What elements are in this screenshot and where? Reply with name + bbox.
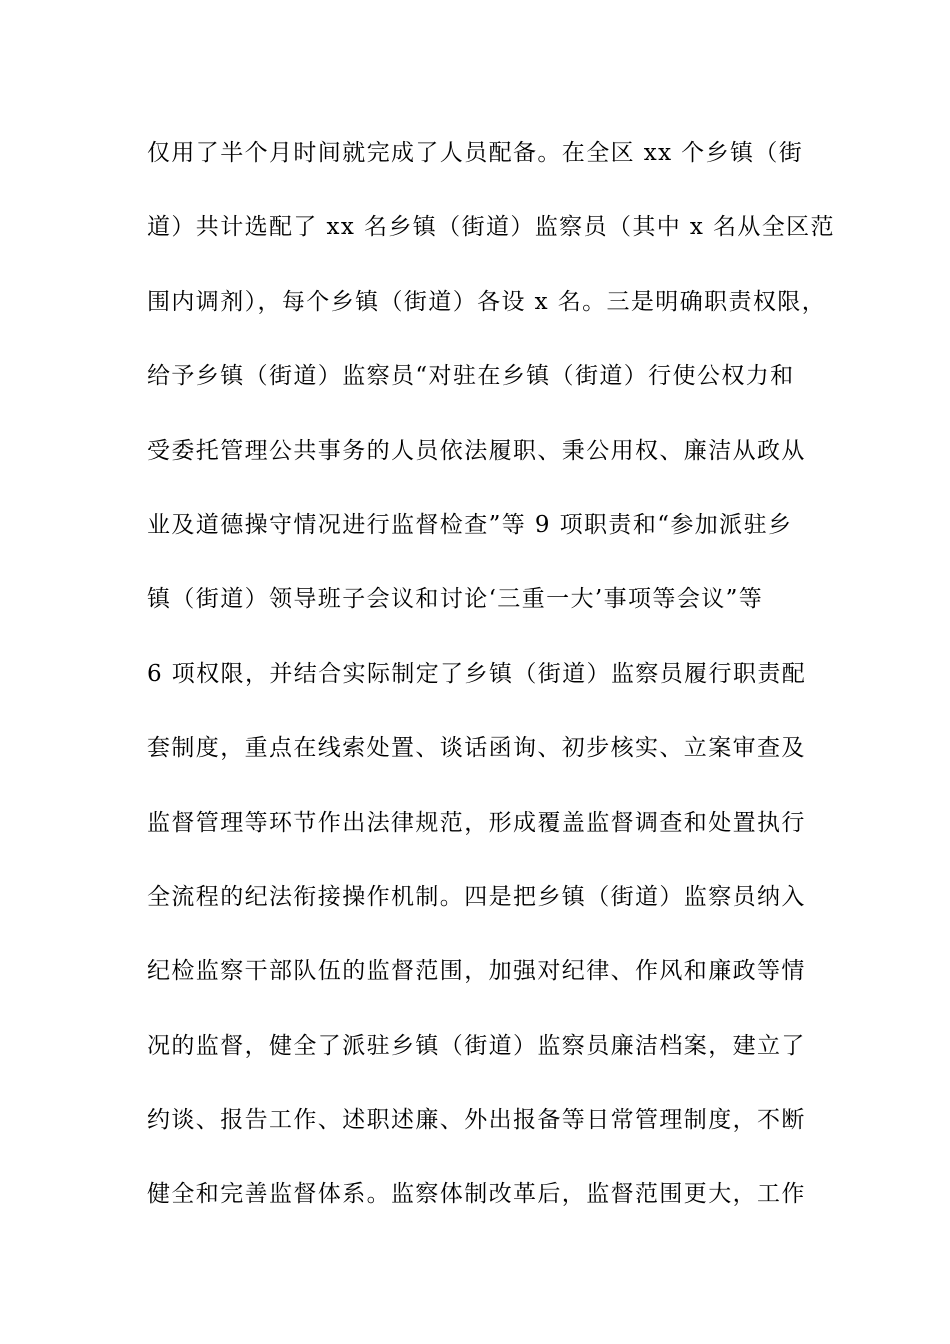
text-line: 套制度，重点在线索处置、谈话函询、初步核实、立案审查及 [147,735,806,762]
body-paragraph [147,134,835,1250]
text-line: 受委托管理公共事务的人员依法履职、秉公用权、廉洁从政从 [147,437,806,464]
text-line: 纪检监察干部队伍的监督范围，加强对纪律、作风和廉政等情 [147,958,806,985]
text-line: 监督管理等环节作出法律规范，形成覆盖监督调查和处置执行 [147,809,806,836]
text-line: 镇（街道）领导班子会议和讨论‘三重一大’事项等会议”等 [147,586,764,613]
text-line: 6 项权限，并结合实际制定了乡镇（街道）监察员履行职责配 [147,660,807,687]
text-line: 全流程的纪法衔接操作机制。四是把乡镇（街道）监察员纳入 [147,883,806,910]
text-line: 围内调剂），每个乡镇（街道）各设 x 名。三是明确职责权限， [147,288,827,315]
text-line: 道）共计选配了 xx 名乡镇（街道）监察员（其中 x 名从全区范 [147,214,835,241]
text-line: 健全和完善监督体系。监察体制改革后，监督范围更大，工作 [147,1181,806,1208]
text-line: 约谈、报告工作、述职述廉、外出报备等日常管理制度，不断 [147,1107,806,1134]
text-line: 仅用了半个月时间就完成了人员配备。在全区 xx 个乡镇（街 [147,140,804,166]
text-line: 业及道德操守情况进行监督检查”等 9 项职责和“参加派驻乡 [147,511,793,538]
text-line: 况的监督，健全了派驻乡镇（街道）监察员廉洁档案，建立了 [147,1032,806,1059]
text-line: 给予乡镇（街道）监察员“对驻在乡镇（街道）行使公权力和 [147,363,795,390]
